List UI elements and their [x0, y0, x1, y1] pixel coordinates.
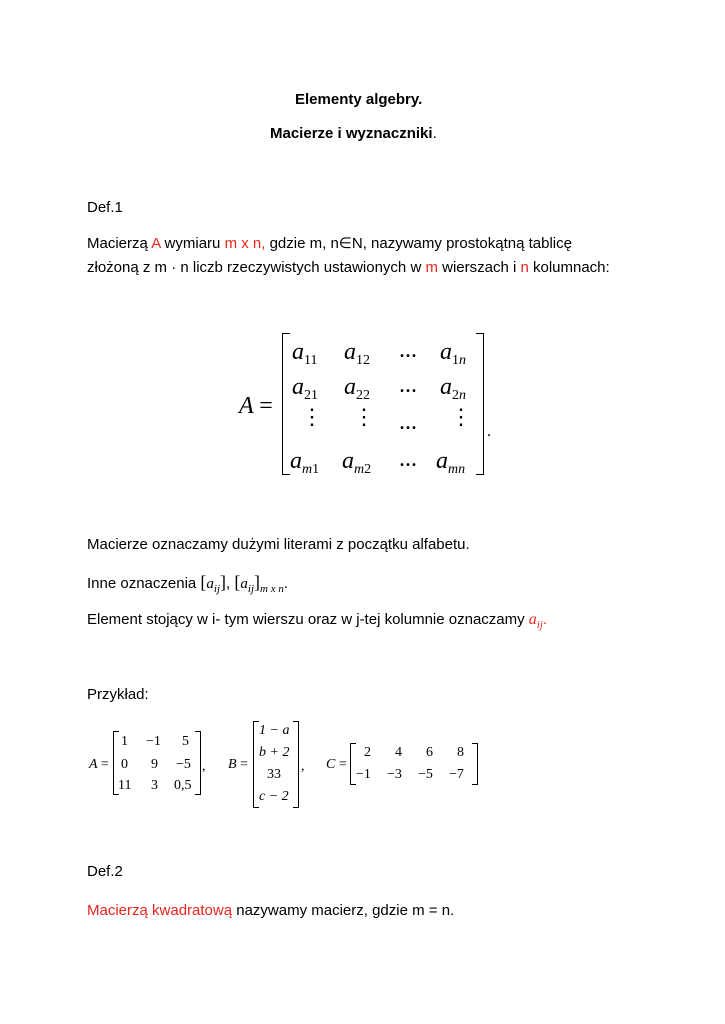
matrix-left-bracket: [282, 333, 290, 475]
element-of-symbol: ∈: [338, 235, 352, 252]
example-a-cell: 9: [151, 757, 158, 772]
def1-text-part: Macierzą: [87, 235, 152, 252]
matrix-vdots: ⋮: [301, 404, 323, 429]
notation-a: a: [206, 576, 214, 592]
def1-text-part: wymiaru: [160, 235, 225, 252]
example-c-cell: 2: [364, 745, 371, 760]
matrix-entry-am2: $a_{m2}$: [342, 448, 372, 477]
matrix-right-bracket: [476, 333, 484, 475]
def1-rows-m: m: [425, 259, 438, 276]
def1-text-part: wierszach i: [437, 259, 521, 276]
def1-text-part: gdzie m, n: [265, 235, 339, 252]
notation-line-1: Macierze oznaczamy dużymi literami z początku alfabetu.: [87, 536, 470, 553]
matrix-hdots: ...: [399, 409, 417, 435]
example-c-name: C =: [326, 757, 347, 772]
def1-text-part: złożoną z m · n liczb rzeczywistych ustawionych w: [87, 259, 426, 276]
example-a-cell: 0: [121, 757, 128, 772]
title-2-text: Macierze i wyznaczniki: [270, 125, 433, 142]
example-a-cell: 5: [182, 734, 189, 749]
notation-ij: ij: [247, 583, 255, 595]
example-label: Przykład:: [87, 686, 149, 703]
def2-label: Def.2: [87, 863, 123, 880]
example-b-cell: b + 2: [259, 745, 290, 760]
matrix-entry-a2n: $a_{2n}$: [440, 374, 466, 403]
element-aij: a: [528, 611, 537, 628]
notation-end: .: [283, 575, 289, 592]
example-c-cell: −1: [356, 767, 371, 782]
matrix-entry-a1n: $a_{1n}$: [440, 339, 466, 368]
example-c-right-bracket: [472, 743, 478, 785]
notation-ij: ij: [213, 583, 221, 595]
matrix-entry-am1: $a_{m1}$: [290, 448, 320, 477]
title-1: Elementy algebry.: [295, 91, 423, 108]
example-a-name: A =: [89, 757, 109, 772]
def1-line1: [87, 236, 572, 251]
notation-mxn: m x n: [260, 583, 284, 595]
example-a-comma: ,: [202, 759, 206, 774]
matrix-vdots: ⋮: [353, 404, 375, 429]
notation-a: a: [240, 576, 248, 592]
matrix-entry-a21: $a_{21}$: [292, 374, 318, 403]
def1-text-part: N, nazywamy prostokątną tablicę: [351, 235, 572, 252]
title-2-dot: .: [432, 125, 437, 142]
example-b-right-bracket: [293, 721, 299, 808]
matrix-hdots: ...: [399, 337, 417, 363]
matrix-entry-amn: $a_{mn}$: [436, 448, 466, 477]
example-b-cell: c − 2: [259, 789, 289, 804]
def2-line: [87, 903, 454, 918]
notation-line-3: [87, 611, 548, 631]
def2-rest: nazywamy macierz, gdzie m = n.: [232, 902, 455, 919]
example-b-comma: ,: [301, 759, 305, 774]
def1-dimension: m x n,: [224, 235, 266, 252]
notation-prefix: Element stojący w i- tym wierszu oraz w j-tej kolumnie oznaczamy: [87, 611, 529, 628]
example-a-cell: 0,5: [174, 778, 192, 793]
example-c-cell: −3: [387, 767, 402, 782]
def1-line2: [87, 260, 610, 275]
title-2: [270, 126, 437, 141]
def1-text-part: kolumnach:: [528, 259, 610, 276]
notation-sep: ,: [226, 575, 231, 592]
def1-label: Def.1: [87, 199, 123, 216]
notation-prefix: Inne oznaczenia: [87, 575, 201, 592]
example-b-cell: 1 − a: [259, 723, 290, 738]
example-a-cell: 1: [121, 734, 128, 749]
notation-end: .: [542, 611, 548, 628]
matrix-entry-a11: $a_{11}$: [292, 339, 318, 368]
example-a-cell: −5: [176, 757, 191, 772]
example-a-cell: 3: [151, 778, 158, 793]
example-a-cell: 11: [118, 778, 132, 793]
example-c-cell: −5: [418, 767, 433, 782]
matrix-entry-a12: $a_{12}$: [344, 339, 370, 368]
def2-term: Macierzą kwadratową: [87, 902, 233, 919]
matrix-period: .: [487, 423, 491, 440]
element-ij: ij: [536, 619, 543, 631]
matrix-hdots: ...: [399, 372, 417, 398]
example-a-right-bracket: [195, 731, 201, 795]
matrix-lhs: A =: [239, 393, 273, 419]
notation-line-2: Inne oznaczenia $[a_{ij}]$, $[a_{ij}]_{m x n}$.: [87, 572, 289, 595]
example-c-cell: 4: [395, 745, 402, 760]
def1-matrix-name: A: [151, 235, 161, 252]
example-b-cell: 33: [267, 767, 281, 782]
example-b-name: B =: [228, 757, 248, 772]
matrix-hdots: ...: [399, 446, 417, 472]
matrix-vdots: ⋮: [450, 404, 472, 429]
example-c-cell: 6: [426, 745, 433, 760]
example-c-cell: 8: [457, 745, 464, 760]
example-c-cell: −7: [449, 767, 464, 782]
example-a-cell: −1: [146, 734, 161, 749]
def1-cols-n: n: [520, 259, 529, 276]
matrix-entry-a22: $a_{22}$: [344, 374, 370, 403]
